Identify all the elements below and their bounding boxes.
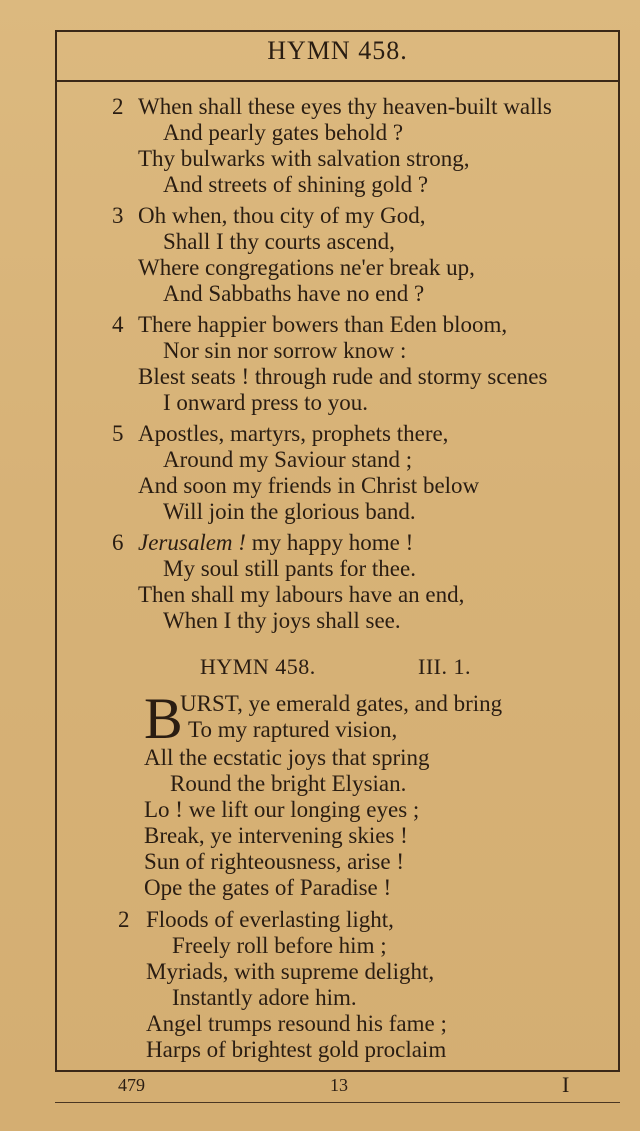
verse-line: Around my Saviour stand ;: [163, 447, 413, 472]
footer-signature: 13: [330, 1075, 348, 1095]
stanza-number: 2: [118, 907, 130, 932]
verse-line: Ope the gates of Paradise !: [144, 875, 392, 900]
frame-top-rule: [55, 30, 620, 32]
verse-line: Round the bright Elysian.: [170, 771, 407, 796]
verse-line: Floods of everlasting light,: [146, 907, 394, 932]
footer-right-mark: I: [562, 1072, 570, 1097]
verse-line: And pearly gates behold ?: [163, 120, 404, 145]
verse-line: [138, 531, 413, 554]
verse-line: Freely roll before him ;: [172, 933, 387, 958]
verse-line: Nor sin nor sorrow know :: [163, 338, 407, 363]
frame-right-rule: [618, 30, 620, 1071]
verse-line: Sun of righteousness, arise !: [144, 849, 404, 874]
verse-line: Angel trumps resound his fame ;: [146, 1011, 447, 1036]
verse-line: Break, ye intervening skies !: [144, 823, 408, 848]
hymn-meter: III. 1.: [418, 654, 471, 679]
verse-line: Where congregations ne'er break up,: [138, 255, 475, 280]
verse-line: Shall I thy courts ascend,: [163, 229, 395, 254]
header-rule: [55, 80, 620, 82]
verse-line: Will join the glorious band.: [163, 499, 416, 524]
stanza-number: 2: [112, 94, 124, 119]
verse-line: When I thy joys shall see.: [163, 608, 401, 633]
verse-line: Instantly adore him.: [172, 985, 357, 1010]
footer-rule: [55, 1102, 620, 1103]
bottom-rule: [55, 1070, 620, 1072]
verse-line: Apostles, martyrs, prophets there,: [138, 421, 449, 446]
verse-line: To my raptured vision,: [188, 717, 398, 742]
stanza-number: 4: [112, 312, 124, 337]
verse-line: Myriads, with supreme delight,: [146, 959, 435, 984]
verse-line: And streets of shining gold ?: [163, 172, 429, 197]
verse-line: Lo ! we lift our longing eyes ;: [144, 797, 420, 822]
stanza-number: 6: [112, 530, 124, 555]
verse-line: My soul still pants for thee.: [163, 556, 416, 581]
verse-line-rest: my happy home !: [245, 530, 414, 555]
verse-line: Blest seats ! through rude and stormy scenes: [138, 364, 548, 389]
verse-line: URST, ye emerald gates, and bring: [180, 691, 503, 716]
stanza-number: 5: [112, 421, 124, 446]
verse-line: Then shall my labours have an end,: [138, 582, 465, 607]
verse-line: I onward press to you.: [163, 390, 369, 415]
verse-line: And Sabbaths have no end ?: [163, 281, 425, 306]
verse-line: There happier bowers than Eden bloom,: [138, 312, 508, 337]
verse-line: Oh when, thou city of my God,: [138, 203, 426, 228]
drop-cap: B: [144, 686, 183, 751]
verse-line: When shall these eyes thy heaven-built walls: [138, 94, 552, 119]
footer-left-number: 479: [118, 1075, 145, 1095]
italic-word: Jerusalem !: [138, 530, 246, 555]
verse-line: And soon my friends in Christ below: [138, 473, 480, 498]
hymn-title: HYMN 458.: [200, 654, 316, 679]
verse-line: Thy bulwarks with salvation strong,: [138, 146, 470, 171]
verse-line: All the ecstatic joys that spring: [144, 745, 430, 770]
frame-left-rule: [55, 30, 57, 1071]
stanza-number: 3: [112, 203, 124, 228]
running-head: HYMN 458.: [267, 36, 408, 65]
verse-line: Harps of brightest gold proclaim: [146, 1037, 447, 1062]
